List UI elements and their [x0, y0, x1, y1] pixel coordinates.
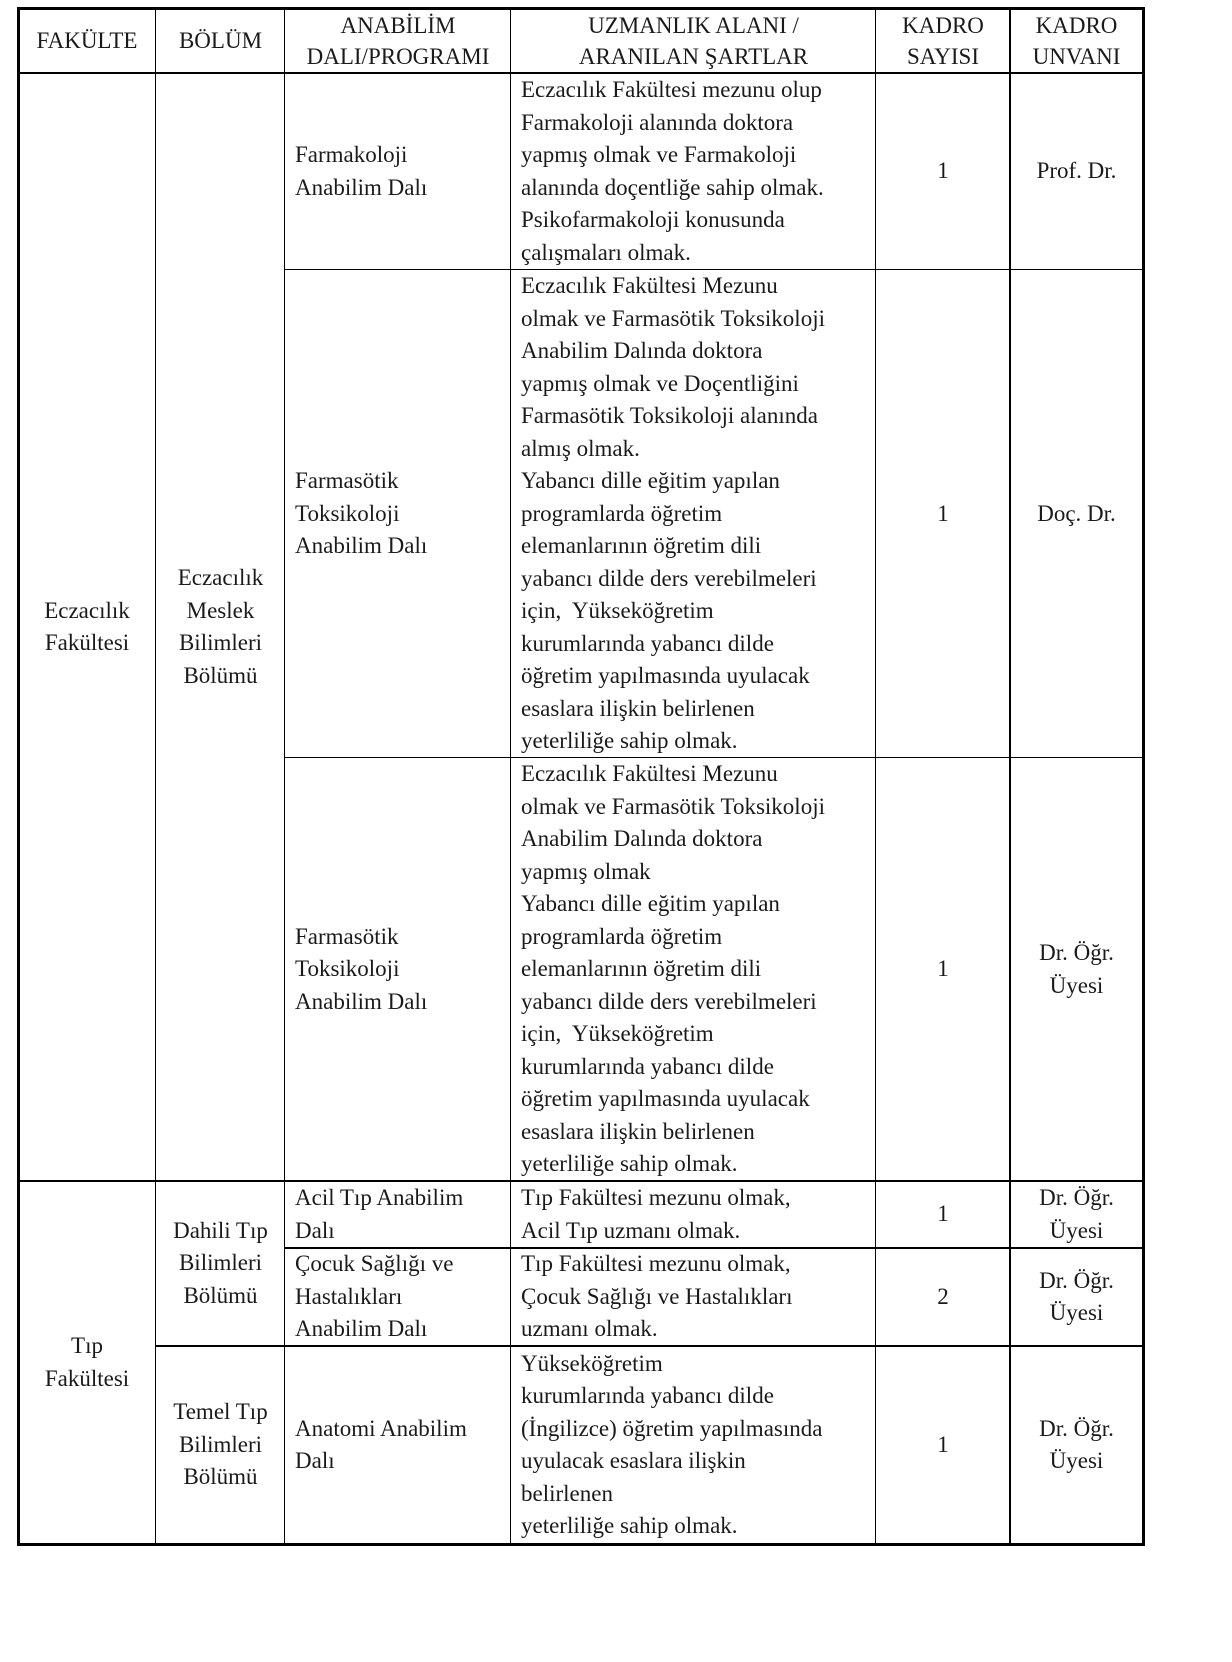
anabilim-cell [285, 73, 511, 270]
header-anabilim-line: DALI/PROGRAMI [306, 43, 490, 69]
anabilim-line: Acil Tıp Anabilim [295, 1185, 464, 1210]
column-divider [155, 7, 156, 1546]
requirement-line: uyulacak esaslara ilişkin [521, 1448, 746, 1473]
anabilim-cell [285, 1346, 511, 1544]
department-name-line: Bölümü [183, 1282, 258, 1308]
header-anabilim-line: ANABİLİM [340, 12, 456, 38]
kadro-sayisi-cell [876, 270, 1010, 758]
requirement-line: Tıp Fakültesi mezunu olmak, [521, 1185, 791, 1210]
anabilim-line: Anabilim Dalı [295, 1316, 428, 1342]
requirement-line: Farmasötik Toksikoloji alanında [521, 403, 818, 429]
anabilim-cell [285, 270, 511, 758]
department-cell [156, 73, 285, 1181]
department-name-line: Dahili Tıp [173, 1217, 268, 1243]
department-name-line: Bölümü [183, 662, 258, 688]
column-divider [284, 7, 285, 1546]
kadro-unvani-line: Doç. Dr. [1037, 500, 1116, 526]
kadro-sayisi-cell [876, 758, 1010, 1181]
requirement-line: Eczacılık Fakültesi mezunu olup [521, 77, 822, 102]
requirement-line: yeterliliğe sahip olmak. [521, 728, 738, 754]
requirement-line: için, Yükseköğretim [521, 1021, 714, 1047]
requirement-line: için, Yükseköğretim [521, 598, 714, 624]
requirements-cell [511, 1346, 876, 1544]
requirement-line: öğretim yapılmasında uyulacak [521, 1086, 810, 1112]
anabilim-line: Toksikoloji [295, 956, 400, 982]
requirement-line: Anabilim Dalında doktora [521, 826, 763, 852]
requirement-line: Yabancı dille eğitim yapılan [521, 891, 780, 917]
kadro-unvani-line: Dr. Öğr. [1039, 1415, 1114, 1441]
header-uzmanlik [511, 8, 876, 73]
kadro-unvani-line: Üyesi [1049, 1217, 1104, 1243]
requirement-line: Anabilim Dalında doktora [521, 338, 763, 364]
department-name-line: Bölümü [183, 1464, 258, 1490]
kadro-sayisi-value: 1 [937, 1201, 949, 1227]
kadro-unvani-line: Prof. Dr. [1036, 158, 1117, 184]
requirement-line: Eczacılık Fakültesi Mezunu [521, 761, 778, 787]
requirement-line: alanında doçentliğe sahip olmak. [521, 174, 824, 200]
requirement-line: yapmış olmak [521, 858, 651, 884]
department-name-line: Bilimleri [178, 630, 263, 655]
anabilim-cell [285, 758, 511, 1181]
requirement-line: yeterliliğe sahip olmak. [521, 1513, 738, 1538]
requirement-line: (İngilizce) öğretim yapılmasında [521, 1415, 823, 1441]
faculty-name-line: Tıp [71, 1333, 103, 1358]
requirements-cell [511, 1181, 876, 1248]
kadro-unvani-line: Üyesi [1049, 1448, 1104, 1473]
requirement-line: Yükseköğretim [521, 1350, 663, 1376]
department-name-line: Bilimleri [178, 1431, 263, 1457]
requirement-line: Farmakoloji alanında doktora [521, 109, 794, 135]
requirements-cell [511, 270, 876, 758]
requirement-line: yabancı dilde ders verebilmeleri [521, 565, 817, 591]
header-kadro-unvani-line: KADRO [1035, 12, 1118, 38]
requirement-line: Acil Tıp uzmanı olmak. [521, 1217, 741, 1243]
faculty-cell [18, 1181, 156, 1544]
department-name-line: Bilimleri [178, 1250, 263, 1276]
requirement-line: çalışmaları olmak. [521, 239, 691, 265]
header-kadro-sayisi-line: KADRO [902, 12, 984, 38]
requirement-line: öğretim yapılmasında uyulacak [521, 663, 810, 689]
header-uzmanlik-line: ARANILAN ŞARTLAR [578, 43, 809, 69]
header-fakulte [18, 8, 156, 73]
requirement-line: olmak ve Farmasötik Toksikoloji [521, 305, 825, 331]
faculty-name-line: Eczacılık [44, 597, 130, 623]
requirement-line: Yabancı dille eğitim yapılan [521, 468, 780, 494]
row-divider [284, 757, 1145, 758]
kadro-sayisi-cell [876, 1346, 1010, 1544]
header-kadro-unvani-line: UNVANI [1032, 43, 1121, 69]
faculty-name-line: Fakültesi [44, 630, 130, 655]
requirement-line: olmak ve Farmasötik Toksikoloji [521, 793, 825, 819]
header-divider [17, 72, 1145, 74]
kadro-unvani-line: Dr. Öğr. [1039, 940, 1114, 965]
anabilim-line: Anatomi Anabilim [295, 1415, 467, 1441]
kadro-unvani-cell [1010, 1248, 1143, 1346]
header-bolum [156, 8, 285, 73]
requirement-line: esaslara ilişkin belirlenen [521, 695, 755, 721]
kadro-sayisi-value: 1 [937, 158, 949, 184]
column-divider [875, 7, 876, 1546]
anabilim-line: Farmasötik [295, 923, 399, 949]
anabilim-line: Farmakoloji [295, 142, 408, 167]
kadro-sayisi-cell [876, 1248, 1010, 1346]
table-border-top [17, 7, 1145, 10]
anabilim-line: Hastalıkları [295, 1283, 403, 1309]
anabilim-cell [285, 1248, 511, 1346]
anabilim-line: Dalı [295, 1217, 335, 1243]
anabilim-cell [285, 1181, 511, 1248]
requirement-line: yapmış olmak ve Doçentliğini [521, 370, 799, 396]
requirement-line: almış olmak. [521, 435, 640, 461]
anabilim-line: Toksikoloji [295, 500, 400, 526]
anabilim-line: Farmasötik [295, 468, 399, 494]
anabilim-line: Dalı [295, 1448, 335, 1473]
kadro-unvani-cell [1010, 758, 1143, 1181]
anabilim-line: Anabilim Dalı [295, 533, 428, 559]
requirement-line: kurumlarında yabancı dilde [521, 630, 774, 656]
department-divider [155, 1345, 1145, 1347]
kadro-unvani-cell [1010, 73, 1143, 270]
requirement-line: elemanlarının öğretim dili [521, 533, 762, 559]
anabilim-line: Çocuk Sağlığı ve [295, 1251, 454, 1277]
kadro-sayisi-value: 1 [937, 1431, 949, 1457]
department-name-line: Meslek [186, 597, 255, 623]
header-kadro-sayisi-line: SAYISI [906, 43, 979, 69]
requirement-line: kurumlarında yabancı dilde [521, 1383, 774, 1408]
kadro-sayisi-value: 1 [937, 500, 949, 526]
column-divider [1009, 7, 1011, 1546]
header-fakulte-text: FAKÜLTE [36, 28, 138, 53]
anabilim-line: Anabilim Dalı [295, 988, 428, 1014]
column-divider [510, 7, 511, 1546]
header-bolum-text: BÖLÜM [178, 28, 263, 53]
department-name-line: Eczacılık [177, 565, 264, 590]
row-divider [284, 1247, 1145, 1249]
requirement-line: yabancı dilde ders verebilmeleri [521, 988, 817, 1014]
header-kadro-unvani [1010, 8, 1143, 73]
requirements-cell [511, 758, 876, 1181]
faculty-divider [17, 1180, 1145, 1182]
department-cell [156, 1181, 285, 1346]
department-name-line: Temel Tıp [173, 1399, 268, 1425]
kadro-sayisi-cell [876, 1181, 1010, 1248]
requirement-line: Eczacılık Fakültesi Mezunu [521, 273, 778, 299]
faculty-name-line: Fakültesi [44, 1365, 130, 1391]
requirement-line: kurumlarında yabancı dilde [521, 1053, 774, 1079]
faculty-cell [18, 73, 156, 1181]
kadro-unvani-line: Dr. Öğr. [1039, 1185, 1114, 1210]
kadro-unvani-cell [1010, 1346, 1143, 1544]
requirement-line: Çocuk Sağlığı ve Hastalıkları [521, 1283, 793, 1309]
requirement-line: programlarda öğretim [521, 500, 723, 526]
header-anabilim [285, 8, 511, 73]
requirements-cell [511, 1248, 876, 1346]
table-border-left [17, 7, 20, 1546]
requirement-line: belirlenen [521, 1480, 613, 1506]
requirement-line: Psikofarmakoloji konusunda [521, 207, 785, 232]
kadro-unvani-cell [1010, 1181, 1143, 1248]
kadro-unvani-line: Üyesi [1049, 972, 1104, 998]
header-uzmanlik-line: UZMANLIK ALANI / [588, 12, 799, 38]
kadro-sayisi-value: 2 [937, 1283, 949, 1309]
department-cell [156, 1346, 285, 1544]
row-divider [284, 269, 1145, 270]
table-border-right [1142, 7, 1145, 1546]
requirement-line: programlarda öğretim [521, 923, 723, 949]
requirements-cell [511, 73, 876, 270]
requirement-line: elemanlarının öğretim dili [521, 956, 762, 982]
requirement-line: yapmış olmak ve Farmakoloji [521, 142, 797, 167]
kadro-unvani-line: Dr. Öğr. [1039, 1267, 1114, 1293]
anabilim-line: Anabilim Dalı [295, 174, 428, 200]
header-kadro-sayisi [876, 8, 1010, 73]
requirement-line: esaslara ilişkin belirlenen [521, 1118, 755, 1144]
kadro-unvani-line: Üyesi [1049, 1300, 1104, 1325]
kadro-sayisi-cell [876, 73, 1010, 270]
requirement-line: uzmanı olmak. [521, 1316, 658, 1342]
kadro-sayisi-value: 1 [937, 956, 949, 982]
requirement-line: yeterliliğe sahip olmak. [521, 1151, 738, 1177]
requirement-line: Tıp Fakültesi mezunu olmak, [521, 1251, 791, 1277]
kadro-unvani-cell [1010, 270, 1143, 758]
table-border-bottom [17, 1543, 1145, 1546]
